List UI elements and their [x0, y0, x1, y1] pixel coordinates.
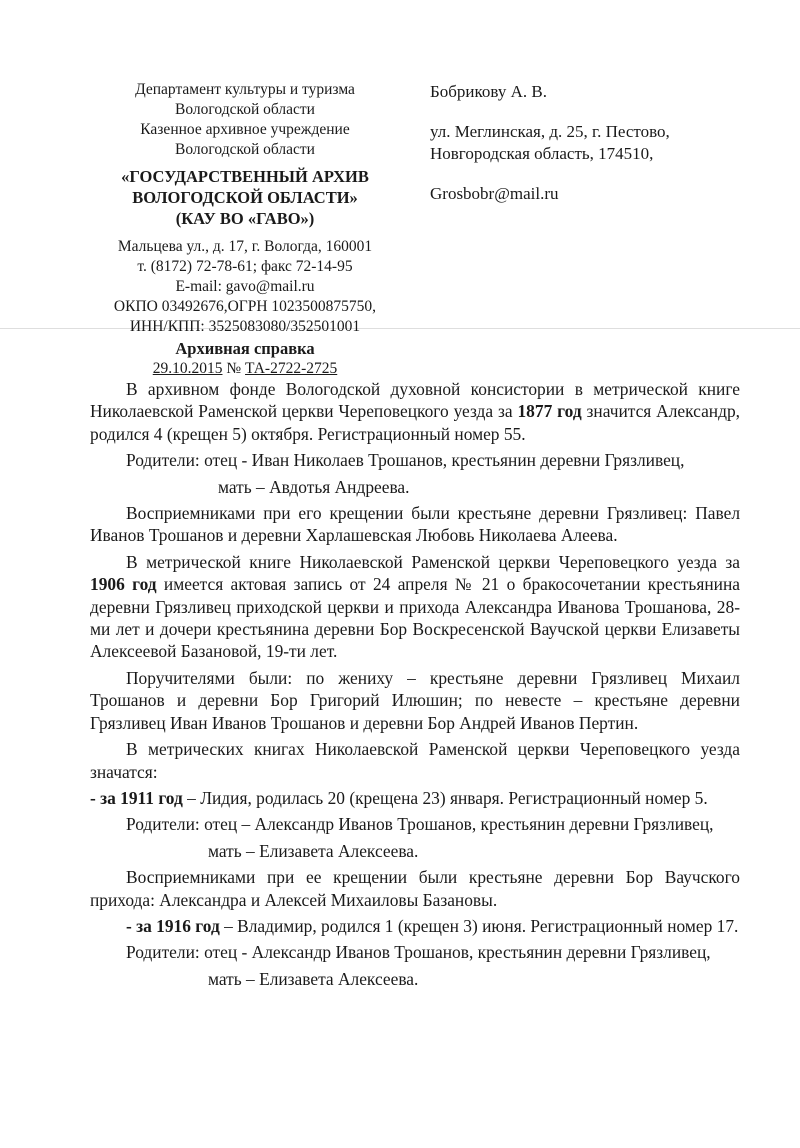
paragraph-parents-1911: Родители: отец – Александр Иванов Трошанов, крестьянин деревни Грязливец,	[126, 814, 714, 835]
year-1916: - за 1916 год	[126, 915, 220, 936]
paragraph-1877-record	[90, 378, 740, 445]
year-1906: 1906 год	[90, 574, 157, 595]
text-span: – Владимир, родился 1 (крещен 3) июня. Регистрационный номер 17.	[219, 915, 739, 936]
organization-line-3: (КАУ ВО «ГАВО»)	[175, 209, 315, 228]
document-number: ТА-2722-2725	[245, 360, 338, 377]
recipient-street: ул. Меглинская, д. 25, г. Пестово,	[430, 122, 670, 141]
paragraph-records-intro: В метрических книгах Николаевской Раменской церкви Череповецкого уезда значатся:	[90, 739, 740, 782]
year-1877: 1877 год	[517, 401, 582, 422]
mother-1916: мать – Елизавета Алексеева.	[208, 968, 419, 989]
paragraph-parents-1877: Родители: отец - Иван Николаев Трошанов, крестьянин деревни Грязливец,	[126, 450, 685, 471]
document-date: 29.10.2015	[152, 360, 223, 377]
certificate-body	[90, 378, 740, 994]
recipient-email: Grosbobr@mail.ru	[430, 184, 559, 203]
text-span: В метрической книге Николаевской Раменской церкви Череповецкого уезда за	[126, 551, 740, 572]
paragraph-1906-marriage	[90, 551, 740, 663]
institution-line-2: Вологодской области	[175, 141, 315, 158]
sender-contacts	[80, 237, 410, 337]
text-span: – Лидия, родилась 20 (крещена 23) января. Регистрационный номер 5.	[182, 787, 708, 808]
organization-line-2: ВОЛОГОДСКОЙ ОБЛАСТИ»	[132, 188, 358, 207]
sender-inn: ИНН/КПП: 3525083080/352501001	[129, 318, 361, 335]
mother-1911: мать – Елизавета Алексеева.	[208, 840, 419, 861]
document-type: Архивная справка	[175, 339, 315, 358]
sender-block	[80, 80, 410, 379]
organization-line-1: «ГОСУДАРСТВЕННЫЙ АРХИВ	[121, 167, 369, 186]
department-line-2: Вологодской области	[175, 101, 315, 118]
year-1911: - за 1911 год	[90, 787, 183, 808]
text-span: имеется актовая запись от 24 апреля № 21 о бракосочетании крестьянина деревни Грязливец приходской церкви и прихода Александра Иванова Трошанова, 28-ми лет и дочери крестьянина деревни Бор Воскресенской Ваучской церкви Елизаветы Алексеевой Базановой, 19-ти лет.	[90, 574, 740, 662]
text-span: В архивном фонде Вологодской духовной консистории в метрической книге Николаевской Раменской церкви Череповецкого уезда за	[90, 379, 740, 422]
paragraph-guarantors: Поручителями были: по жениху – крестьяне деревни Грязливец Михаил Трошанов и деревни Бор Григорий Илюшин; по невесте – крестьяне деревни Грязливец Иван Иванов Трошанов и деревни Бор Андрей Иванов Пертин.	[90, 667, 740, 733]
sender-okpo: ОКПО 03492676,ОГРН 1023500875750,	[113, 298, 377, 315]
paragraph-1911-record	[90, 787, 740, 809]
paragraph-godparents-1911: Восприемниками при ее крещении были крестьяне деревни Бор Ваучского прихода: Александра и Алексей Михаиловы Базановы.	[90, 867, 740, 910]
recipient-name: Бобрикову А. В.	[430, 82, 547, 101]
mother-1877: мать – Авдотья Андреева.	[218, 476, 410, 497]
text-span: значится Александр, родился 4 (крещен 5) октября. Регистрационный номер 55.	[90, 401, 741, 444]
department-line-1: Департамент культуры и туризма	[135, 81, 355, 98]
paragraph-1916-record	[90, 915, 740, 937]
organization-name	[80, 166, 410, 229]
paragraph-parents-1916: Родители: отец - Александр Иванов Трошанов, крестьянин деревни Грязливец,	[126, 942, 711, 963]
recipient-region: Новгородская область, 174510,	[430, 144, 654, 163]
institution-line-1: Казенное архивное учреждение	[140, 121, 350, 138]
document-reference	[80, 359, 410, 379]
sender-email: E-mail: gavo@mail.ru	[175, 278, 315, 295]
paragraph-godparents-1877: Восприемниками при его крещении были крестьяне деревни Грязливец: Павел Иванов Трошанов и деревни Харлашевская Любовь Николаева Алеева.	[90, 503, 740, 546]
number-sign: №	[226, 360, 242, 377]
sender-phone: т. (8172) 72-78-61; факс 72-14-95	[137, 258, 353, 275]
sender-address: Мальцева ул., д. 17, г. Вологда, 160001	[117, 238, 373, 255]
recipient-block	[430, 81, 770, 205]
